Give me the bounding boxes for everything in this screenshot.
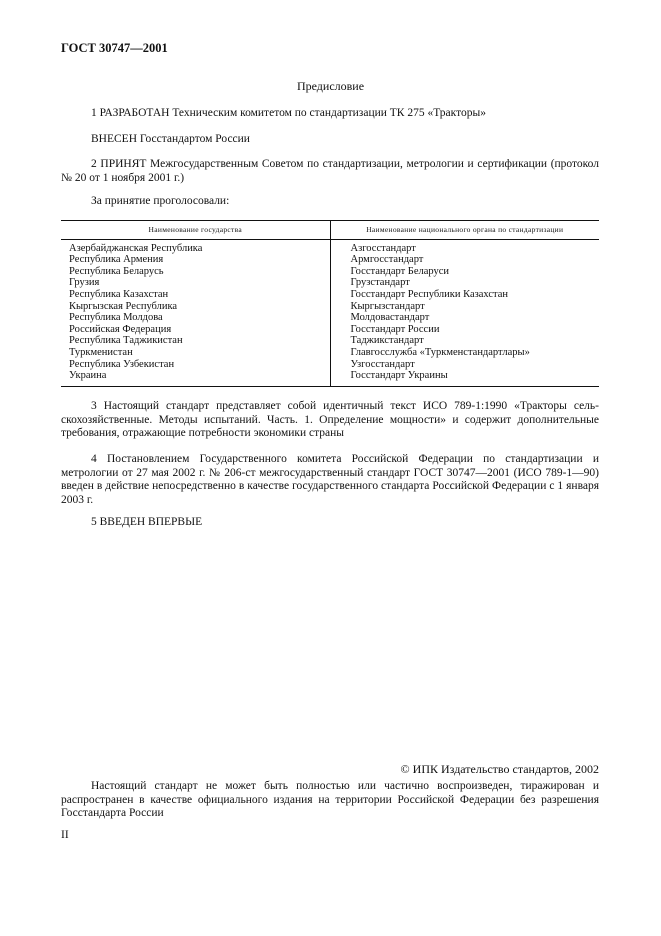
table-cell-body: Госстандарт России xyxy=(350,323,440,335)
table-cell-state: Туркменистан xyxy=(69,346,133,358)
table-cell-state: Грузия xyxy=(69,277,100,289)
table-header-state: Наименование государства xyxy=(61,221,330,240)
table-cell-state: Азербайджанская Республика xyxy=(69,242,203,254)
table-cell-state: Российская Федерация xyxy=(69,323,172,335)
paragraph-identical-text: 3 Настоящий стандарт представляет собой идентичный текст ИСО 789-1:1990 «Тракторы сельскохозяйственные. Методы испытаний. Часть. 1. Определение мощности» и содержит дополнительные требования, отражающие потребности экономики страны xyxy=(61,400,599,439)
table-cell-body: Молдовастандарт xyxy=(350,312,430,324)
document-code: ГОСТ 30747—2001 xyxy=(61,41,168,55)
table-cell-state: Республика Молдова xyxy=(69,312,163,324)
table-cell-body: Кыргызстандарт xyxy=(350,300,425,312)
table-cell-body: Азгосстандарт xyxy=(350,242,416,254)
copyright: © ИПК Издательство стандартов, 2002 xyxy=(400,762,599,776)
table-cell-body: Госстандарт Украины xyxy=(350,370,448,382)
table-cell-state: Украина xyxy=(69,370,107,382)
table-cell-body: Госстандарт Беларуси xyxy=(350,265,450,277)
paragraph-introduced: ВНЕСЕН Госстандартом России xyxy=(91,133,250,145)
table-cell-state: Республика Казахстан xyxy=(69,288,169,300)
table-cell-body: Армгосстандарт xyxy=(350,254,424,266)
paragraph-adopted: 2 ПРИНЯТ Межгосударственным Советом по стандартизации, метрологии и сертификации (протокол № 20 от 1 ноября 2001 г.) xyxy=(61,158,599,184)
paragraph-developed: 1 РАЗРАБОТАН Техническим комитетом по стандартизации ТК 275 «Тракторы» xyxy=(91,107,486,119)
table-header-body: Наименование национального органа по стандартизации xyxy=(330,221,599,240)
table-cell-body: Грузстандарт xyxy=(350,277,410,289)
table-cell-body: Госстандарт Республики Казахстан xyxy=(350,288,509,300)
section-title: Предисловие xyxy=(296,79,365,93)
reproduction-notice: Настоящий стандарт не может быть полностью или частично воспроизведен, тиражирован и распространен в качестве официального издания на территории Российской Федерации без разрешения Госстандарта России xyxy=(61,780,599,819)
table-cell-state: Республика Армения xyxy=(69,254,164,266)
paragraph-resolution: 4 Постановлением Государственного комитета Российской Федерации по стандартизации и метрологии от 27 мая 2002 г. № 206-ст межгосударственный стандарт ГОСТ 30747—2001 (ИСО 789-1—90) введен в действие непосредственно в качестве государственного стандарта Российской Федерации с 1 января 2003 г. xyxy=(61,453,599,506)
table-cell-state: Кыргызская Республика xyxy=(69,300,178,312)
table-cell-state: Республика Беларусь xyxy=(69,265,164,277)
states-column xyxy=(61,239,330,386)
paragraph-voted: За принятие проголосовали: xyxy=(91,195,230,207)
table-cell-body: Узгосстандарт xyxy=(350,358,415,370)
paragraph-first-introduced: 5 ВВЕДЕН ВПЕРВЫЕ xyxy=(91,516,203,528)
table-cell-body: Главгосслужба «Туркменстандартлары» xyxy=(350,346,530,358)
table-cell-state: Республика Таджикистан xyxy=(69,335,183,347)
bodies-column xyxy=(330,239,599,386)
page-number: II xyxy=(61,829,69,841)
table-cell-body: Таджикстандарт xyxy=(350,335,424,347)
table-cell-state: Республика Узбекистан xyxy=(69,358,175,370)
voting-states-table xyxy=(61,220,599,387)
